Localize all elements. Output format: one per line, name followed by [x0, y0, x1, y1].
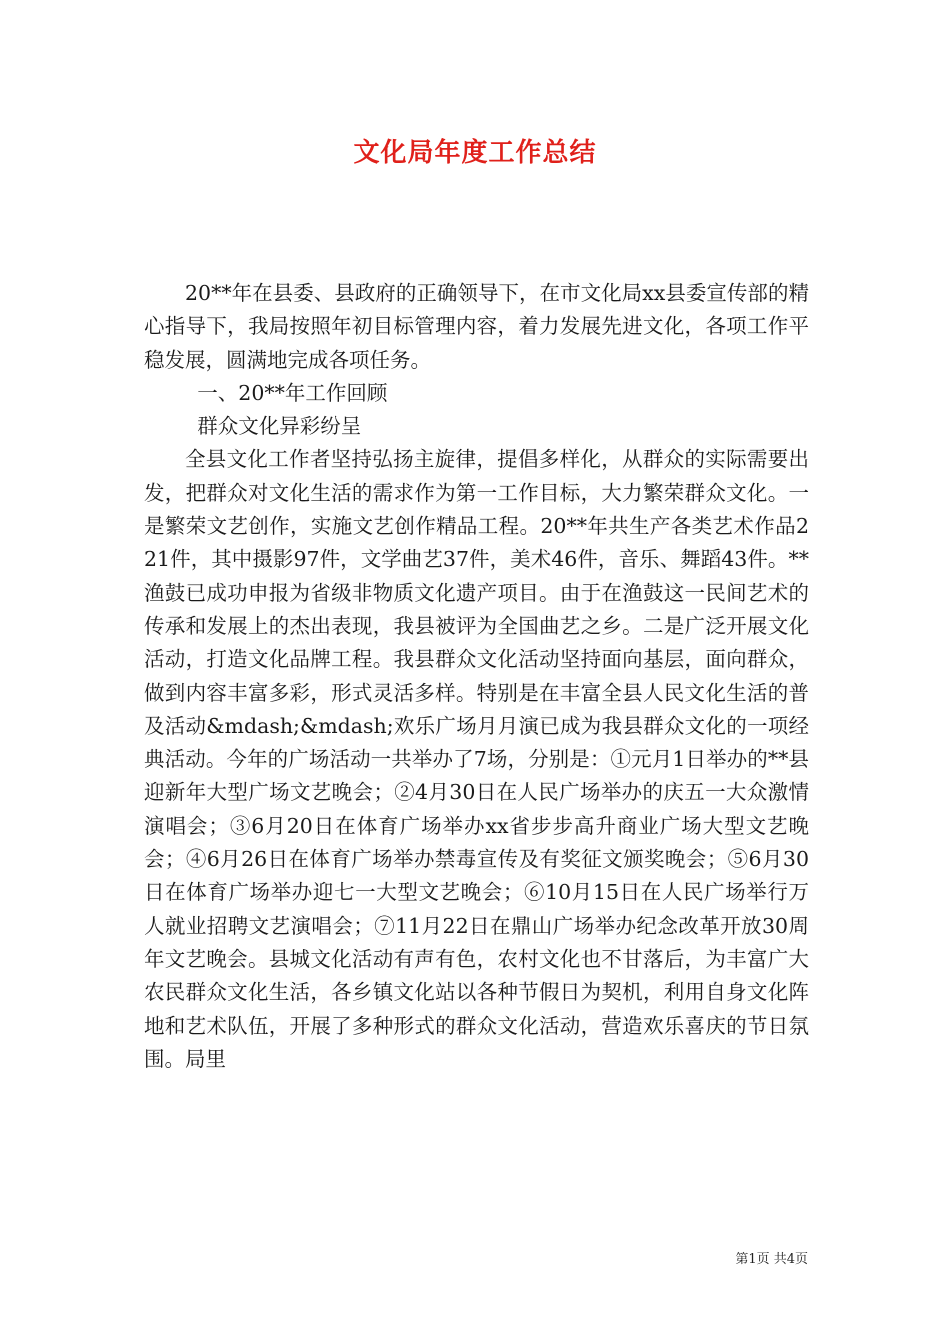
section-heading: 一、20**年工作回顾 [197, 380, 388, 405]
intro-paragraph: 20**年在县委、县政府的正确领导下，在市文化局xx县委宣传部的精心指导下，我局按照年初目标管理内容，着力发展先进文化，各项工作平稳发展，圆满地完成各项任务。 [144, 281, 809, 372]
subsection-heading: 群众文化异彩纷呈 [197, 414, 362, 439]
document-body [144, 277, 809, 1076]
document-title: 文化局年度工作总结 [353, 138, 597, 168]
body-paragraph: 全县文化工作者坚持弘扬主旋律，提倡多样化，从群众的实际需要出发，把群众对文化生活的需求作为第一工作目标，大力繁荣群众文化。一是繁荣文艺创作，实施文艺创作精品工程。20**年共生产各类艺术作品221件，其中摄影97件，文学曲艺37件，美术46件，音乐、舞蹈43件。**渔鼓已成功申报为省级非物质文化遗产项目。由于在渔鼓这一民间艺术的传承和发展上的杰出表现，我县被评为全国曲艺之乡。二是广泛开展文化活动，打造文化品牌工程。我县群众文化活动坚持面向基层，面向群众，做到内容丰富多彩，形式灵活多样。特别是在丰富全县人民文化生活的普及活动&mdash;&mdash;欢乐广场月月演已成为我县群众文化的一项经典活动。今年的广场活动一共举办了7场，分别是：①元月1日举办的**县迎新年大型广场文艺晚会；②4月30日在人民广场举办的庆五一大众激情演唱会；③6月20日在体育广场举办xx省步步高升商业广场大型文艺晚会；④6月26日在体育广场举办禁毒宣传及有奖征文颁奖晚会；⑤6月30日在体育广场举办迎七一大型文艺晚会；⑥10月15日在人民广场举行万人就业招聘文艺演唱会；⑦11月22日在鼎山广场举办纪念改革开放30周年文艺晚会。县城文化活动有声有色，农村文化也不甘落后，为丰富广大农民群众文化生活，各乡镇文化站以各种节假日为契机，利用自身文化阵地和艺术队伍，开展了多种形式的群众文化活动，营造欢乐喜庆的节日氛围。局里 [144, 447, 809, 1071]
page-number: 第1页 共4页 [735, 1252, 808, 1267]
